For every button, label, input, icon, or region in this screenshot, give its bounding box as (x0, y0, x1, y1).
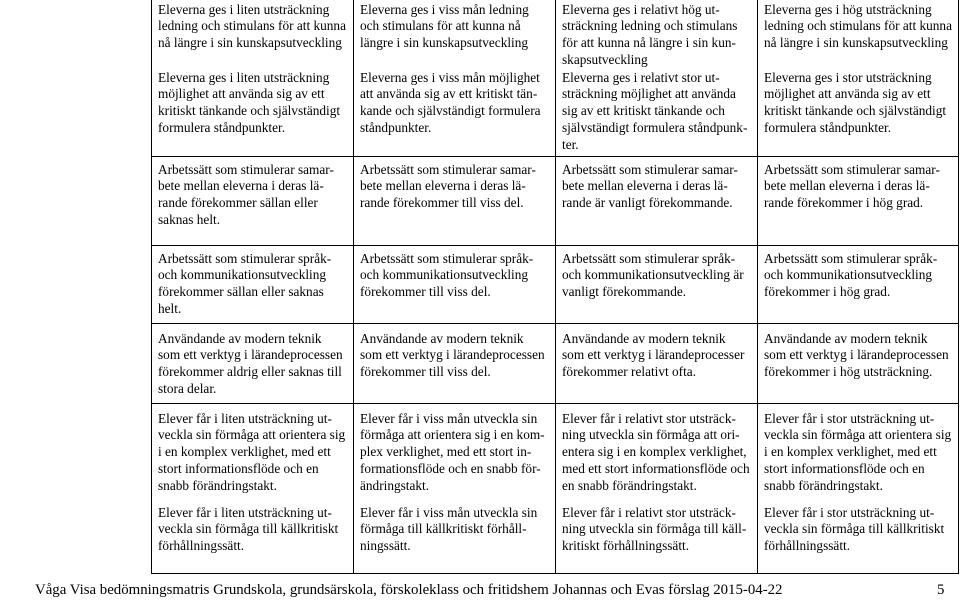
matrix-cell-r1-c3 (555, 0, 757, 156)
column-divider (151, 0, 152, 574)
matrix-cell-r2-c1 (151, 157, 353, 245)
matrix-cell-r2-c2 (353, 157, 555, 245)
matrix-cell-r3-c3 (555, 246, 757, 323)
matrix-cell-r2-c4 (757, 157, 959, 245)
criterion-text: Eleverna ges i liten utsträckning möjlighet att använda sig av ett kritiskt tänkande och självständigt formulera ståndpunkter. (158, 69, 341, 135)
criterion-text: Eleverna ges i relativt stor ut- sträckning möjlighet att använda sig av ett kritiskt tänkande och självständigt formulera ståndpunk- ter. (562, 69, 748, 152)
criterion-text: Eleverna ges i stor utsträckning möjlighet att använda sig av ett kritiskt tänkande och självständigt formulera ståndpunkter. (764, 69, 947, 135)
criterion-text: Arbetssätt som stimulerar samar- bete mellan eleverna i deras lä- rande förekommer i hög grad. (764, 161, 940, 211)
matrix-cell-r5-c3 (555, 404, 757, 573)
matrix-cell-r3-c1 (151, 246, 353, 323)
column-divider (353, 0, 354, 574)
matrix-cell-r5-c1 (151, 404, 353, 573)
criterion-text: Eleverna ges i viss mån möjlighet att använda sig av ett kritiskt tän- kande och självständigt formulera ståndpunkter. (360, 69, 541, 135)
column-divider (555, 0, 556, 574)
matrix-cell-r3-c4 (757, 246, 959, 323)
criterion-text: Arbetssätt som stimulerar språk- och kommunikationsutveckling är vanligt förekommande. (562, 250, 744, 300)
matrix-cell-r1-c1 (151, 0, 353, 156)
criterion-text: Elever får i stor utsträckning ut- veckla sin förmåga att orientera sig i en komplex verklighet, med ett stort informationsflöde och en snabb förändringstakt. (764, 410, 952, 493)
criterion-text: Användande av modern teknik som ett verktyg i lärandeprocesser förekommer relativt ofta. (562, 330, 745, 380)
matrix-cell-r3-c2 (353, 246, 555, 323)
criterion-text: Eleverna ges i relativt hög ut- sträckning ledning och stimulans för att kunna nå längre i sin kun- skapsutveckling (562, 1, 738, 67)
matrix-cell-r1-c2 (353, 0, 555, 156)
criterion-text: Elever får i relativt stor utsträck- ning utveckla sin förmåga att ori- entera sig i en komplex verklighet, med ett stort informationsflöde och en snabb förändringstakt. (562, 410, 750, 493)
column-divider (757, 0, 758, 574)
criterion-text: Arbetssätt som stimulerar samar- bete mellan eleverna i deras lä- rande är vanligt förekommande. (562, 161, 738, 211)
criterion-text: Arbetssätt som stimulerar språk- och kommunikationsutveckling förekommer i hög grad. (764, 250, 938, 300)
matrix-cell-r4-c1 (151, 324, 353, 403)
criterion-text: Eleverna ges i viss mån ledning och stimulans för att kunna nå längre i sin kunskapsutveckling (360, 1, 529, 51)
column-divider (958, 0, 959, 574)
criterion-text: Användande av modern teknik som ett verktyg i lärandeprocessen förekommer aldrig eller saknas till stora delar. (158, 330, 343, 396)
criterion-text: Arbetssätt som stimulerar språk- och kommunikationsutveckling förekommer till viss del. (360, 250, 534, 300)
page-number: 5 (937, 582, 945, 598)
matrix-cell-r4-c2 (353, 324, 555, 403)
criterion-text: Eleverna ges i liten utsträckning ledning och stimulans för att kunna nå längre i sin kunskapsutveckling (158, 1, 346, 51)
criterion-text: Elever får i liten utsträckning ut- veckla sin förmåga att orientera sig i en komplex verklighet, med ett stort informationsflöde och en snabb förändringstakt. (158, 410, 346, 493)
criterion-text: Elever får i stor utsträckning ut- veckla sin förmåga till källkritiskt förhållningssätt. (764, 504, 945, 554)
assessment-matrix (151, 0, 959, 574)
criterion-text: Användande av modern teknik som ett verktyg i lärandeprocessen förekommer till viss del. (360, 330, 545, 380)
matrix-cell-r5-c2 (353, 404, 555, 573)
criterion-text: Elever får i relativt stor utsträck- ning utveckla sin förmåga till käll- kritiskt förhållningssätt. (562, 504, 747, 554)
criterion-text: Arbetssätt som stimulerar språk- och kommunikationsutveckling förekommer sällan eller saknas helt. (158, 250, 332, 316)
criterion-text: Arbetssätt som stimulerar samar- bete mellan eleverna i deras lä- rande förekommer sällan eller saknas helt. (158, 161, 334, 227)
criterion-text: Elever får i viss mån utveckla sin förmåga till källkritiskt förhåll- ningssätt. (360, 504, 538, 554)
criterion-text: Arbetssätt som stimulerar samar- bete mellan eleverna i deras lä- rande förekommer till viss del. (360, 161, 536, 211)
criterion-text: Eleverna ges i hög utsträckning ledning och stimulans för att kunna nå längre i sin kunskapsutveckling (764, 1, 952, 51)
matrix-cell-r4-c4 (757, 324, 959, 403)
matrix-cell-r5-c4 (757, 404, 959, 573)
criterion-text: Elever får i viss mån utveckla sin förmåga att orientera sig i en kom- plex verklighet, med ett stort in- formationsflöde och en snabb för- ändringstakt. (360, 410, 545, 493)
footer-text: Våga Visa bedömningsmatris Grundskola, grundsärskola, förskoleklass och fritidshem Johannas och Evas förslag 2015-04-22 (35, 582, 783, 598)
matrix-cell-r1-c4 (757, 0, 959, 156)
criterion-text: Elever får i liten utsträckning ut- veckla sin förmåga till källkritiskt förhållningssätt. (158, 504, 339, 554)
matrix-cell-r2-c3 (555, 157, 757, 245)
criterion-text: Användande av modern teknik som ett verktyg i lärandeprocessen förekommer i hög utsträckning. (764, 330, 949, 380)
matrix-cell-r4-c3 (555, 324, 757, 403)
